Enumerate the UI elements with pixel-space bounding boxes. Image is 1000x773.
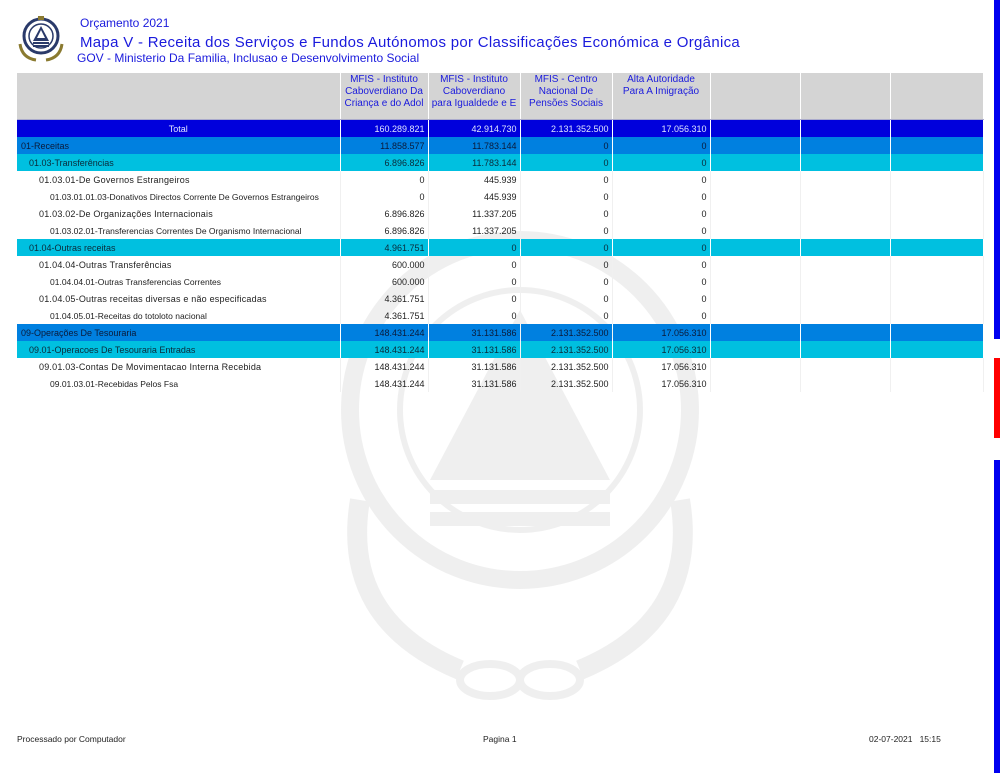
- row-label: 01.03.02.01-Transferencias Correntes De Organismo Internacional: [17, 222, 340, 239]
- footer-time-value: 15:15: [919, 734, 941, 744]
- empty-cell: [800, 307, 890, 324]
- table-row: [17, 290, 983, 307]
- footer-date-value: 02-07-2021: [869, 734, 913, 744]
- column-header-empty: [710, 73, 800, 120]
- row-value: 0: [612, 188, 710, 205]
- row-value: 0: [612, 307, 710, 324]
- row-value: 445.939: [428, 171, 520, 188]
- row-value: 11.783.144: [428, 137, 520, 154]
- row-label: 01-Receitas: [17, 137, 340, 154]
- row-label: Total: [17, 120, 340, 138]
- empty-cell: [800, 341, 890, 358]
- row-label: 01.04.04-Outras Transferências: [17, 256, 340, 273]
- empty-cell: [710, 137, 800, 154]
- ministry-subtitle: GOV - Ministerio Da Familia, Inclusao e Desenvolvimento Social: [77, 51, 420, 65]
- row-value: 0: [612, 273, 710, 290]
- row-value: 6.896.826: [340, 154, 428, 171]
- row-value: 0: [520, 273, 612, 290]
- empty-cell: [710, 307, 800, 324]
- row-value: 0: [520, 222, 612, 239]
- row-value: 445.939: [428, 188, 520, 205]
- empty-cell: [890, 171, 983, 188]
- table-row: [17, 222, 983, 239]
- row-value: 11.337.205: [428, 205, 520, 222]
- row-value: 600.000: [340, 256, 428, 273]
- row-value: 31.131.586: [428, 341, 520, 358]
- table-row: [17, 341, 983, 358]
- table-row: [17, 375, 983, 392]
- empty-cell: [800, 188, 890, 205]
- row-value: 0: [612, 154, 710, 171]
- row-label: 09-Operações De Tesouraria: [17, 324, 340, 341]
- row-value: 148.431.244: [340, 324, 428, 341]
- column-header-cnps: [520, 73, 612, 120]
- row-value: 0: [612, 222, 710, 239]
- empty-cell: [890, 341, 983, 358]
- row-label: 01.03.02-De Organizações Internacionais: [17, 205, 340, 222]
- column-header-line: Alta Autoridade: [627, 74, 695, 85]
- table-header-row: [17, 73, 983, 120]
- row-value: 4.361.751: [340, 290, 428, 307]
- column-header-line: Caboverdiano Da: [345, 86, 423, 97]
- footer-page-number: Pagina 1: [483, 734, 517, 744]
- empty-cell: [890, 307, 983, 324]
- row-value: 0: [520, 239, 612, 256]
- table-row: [17, 324, 983, 341]
- empty-cell: [890, 358, 983, 375]
- column-header-description: [17, 73, 340, 120]
- empty-cell: [710, 188, 800, 205]
- empty-cell: [890, 375, 983, 392]
- row-value: 17.056.310: [612, 341, 710, 358]
- table-row: [17, 358, 983, 375]
- empty-cell: [800, 324, 890, 341]
- empty-cell: [710, 324, 800, 341]
- row-value: 2.131.352.500: [520, 120, 612, 138]
- empty-cell: [800, 375, 890, 392]
- row-value: 600.000: [340, 273, 428, 290]
- row-label: 09.01-Operacoes De Tesouraria Entradas: [17, 341, 340, 358]
- row-value: 17.056.310: [612, 375, 710, 392]
- row-value: 2.131.352.500: [520, 324, 612, 341]
- row-value: 31.131.586: [428, 324, 520, 341]
- table-row: [17, 188, 983, 205]
- column-header-icieg: [428, 73, 520, 120]
- row-value: 0: [520, 307, 612, 324]
- column-header-aai: [612, 73, 710, 120]
- row-value: 11.783.144: [428, 154, 520, 171]
- empty-cell: [800, 358, 890, 375]
- column-header-line: Pensões Sociais: [529, 98, 603, 109]
- empty-cell: [890, 188, 983, 205]
- row-value: 0: [520, 256, 612, 273]
- row-value: 0: [428, 307, 520, 324]
- empty-cell: [890, 137, 983, 154]
- row-value: 6.896.826: [340, 222, 428, 239]
- column-header-line: para Igualdede e E: [431, 98, 517, 109]
- column-header-empty: [800, 73, 890, 120]
- row-value: 0: [340, 171, 428, 188]
- row-value: 0: [520, 205, 612, 222]
- row-value: 0: [340, 188, 428, 205]
- row-value: 0: [612, 205, 710, 222]
- row-value: 2.131.352.500: [520, 358, 612, 375]
- row-value: 0: [612, 171, 710, 188]
- empty-cell: [800, 120, 890, 138]
- empty-cell: [890, 324, 983, 341]
- row-value: 160.289.821: [340, 120, 428, 138]
- row-label: 01.04.05-Outras receitas diversas e não especificadas: [17, 290, 340, 307]
- row-value: 31.131.586: [428, 358, 520, 375]
- row-value: 0: [428, 239, 520, 256]
- column-header-empty: [890, 73, 983, 120]
- empty-cell: [800, 154, 890, 171]
- table-row: [17, 154, 983, 171]
- column-header-line: MFIS - Centro: [534, 74, 598, 85]
- empty-cell: [890, 256, 983, 273]
- budget-label: Orçamento 2021: [80, 16, 170, 30]
- empty-cell: [890, 120, 983, 138]
- empty-cell: [710, 222, 800, 239]
- column-header-icca: [340, 73, 428, 120]
- row-value: 0: [520, 154, 612, 171]
- empty-cell: [710, 239, 800, 256]
- row-value: 148.431.244: [340, 358, 428, 375]
- empty-cell: [710, 341, 800, 358]
- table-row: [17, 273, 983, 290]
- empty-cell: [710, 256, 800, 273]
- empty-cell: [800, 256, 890, 273]
- empty-cell: [710, 171, 800, 188]
- row-value: 0: [612, 137, 710, 154]
- table-row: [17, 205, 983, 222]
- table-row: [17, 256, 983, 273]
- empty-cell: [710, 290, 800, 307]
- table-row: [17, 171, 983, 188]
- row-value: 11.337.205: [428, 222, 520, 239]
- empty-cell: [800, 222, 890, 239]
- column-header-line: Criança e do Adol: [344, 98, 424, 109]
- row-value: 2.131.352.500: [520, 341, 612, 358]
- row-value: 4.361.751: [340, 307, 428, 324]
- empty-cell: [710, 120, 800, 138]
- edge-marker-blue-bottom: [994, 460, 1000, 773]
- row-value: 17.056.310: [612, 358, 710, 375]
- empty-cell: [800, 137, 890, 154]
- column-header-line: MFIS - Instituto: [350, 74, 418, 85]
- row-value: 0: [428, 273, 520, 290]
- row-value: 0: [428, 256, 520, 273]
- total-row: [17, 120, 983, 138]
- empty-cell: [800, 171, 890, 188]
- empty-cell: [890, 239, 983, 256]
- empty-cell: [710, 273, 800, 290]
- row-value: 4.961.751: [340, 239, 428, 256]
- row-value: 42.914.730: [428, 120, 520, 138]
- report-title: Mapa V - Receita dos Serviços e Fundos Autónomos por Classificações Económica e Orgânica: [80, 34, 741, 51]
- empty-cell: [800, 273, 890, 290]
- footer-date: [869, 734, 941, 744]
- empty-cell: [800, 290, 890, 307]
- empty-cell: [890, 154, 983, 171]
- row-label: 01.04-Outras receitas: [17, 239, 340, 256]
- empty-cell: [890, 205, 983, 222]
- table-row: [17, 137, 983, 154]
- row-value: 11.858.577: [340, 137, 428, 154]
- edge-marker-blue-top: [994, 0, 1000, 339]
- row-value: 0: [612, 290, 710, 307]
- table-row: [17, 307, 983, 324]
- row-value: 0: [520, 290, 612, 307]
- row-value: 17.056.310: [612, 324, 710, 341]
- empty-cell: [710, 358, 800, 375]
- column-header-line: Caboverdiano: [442, 86, 506, 97]
- row-value: 0: [520, 137, 612, 154]
- row-label: 01.03.01-De Governos Estrangeiros: [17, 171, 340, 188]
- row-value: 0: [428, 290, 520, 307]
- column-header-line: Para A Imigração: [622, 86, 700, 97]
- row-value: 0: [612, 239, 710, 256]
- row-label: 01.04.04.01-Outras Transferencias Correntes: [17, 273, 340, 290]
- column-header-line: Nacional De: [538, 86, 594, 97]
- empty-cell: [800, 205, 890, 222]
- revenue-table: [17, 73, 984, 392]
- empty-cell: [890, 273, 983, 290]
- row-value: 0: [520, 171, 612, 188]
- empty-cell: [710, 205, 800, 222]
- row-value: 0: [520, 188, 612, 205]
- empty-cell: [710, 154, 800, 171]
- empty-cell: [800, 239, 890, 256]
- row-value: 148.431.244: [340, 375, 428, 392]
- row-value: 17.056.310: [612, 120, 710, 138]
- column-header-line: MFIS - Instituto: [440, 74, 508, 85]
- edge-marker-red: [994, 358, 1000, 438]
- row-label: 09.01.03-Contas De Movimentacao Interna Recebida: [17, 358, 340, 375]
- row-value: 2.131.352.500: [520, 375, 612, 392]
- table-row: [17, 239, 983, 256]
- empty-cell: [710, 375, 800, 392]
- row-value: 0: [612, 256, 710, 273]
- row-value: 31.131.586: [428, 375, 520, 392]
- empty-cell: [890, 290, 983, 307]
- row-label: 01.03-Transferências: [17, 154, 340, 171]
- coat-of-arms-logo: [14, 14, 68, 64]
- row-label: 01.04.05.01-Receitas do totoloto nacional: [17, 307, 340, 324]
- row-label: 09.01.03.01-Recebidas Pelos Fsa: [17, 375, 340, 392]
- row-value: 6.896.826: [340, 205, 428, 222]
- empty-cell: [890, 222, 983, 239]
- footer-processed-by: Processado por Computador: [17, 734, 126, 744]
- row-label: 01.03.01.01.03-Donativos Directos Corrente De Governos Estrangeiros: [17, 188, 340, 205]
- row-value: 148.431.244: [340, 341, 428, 358]
